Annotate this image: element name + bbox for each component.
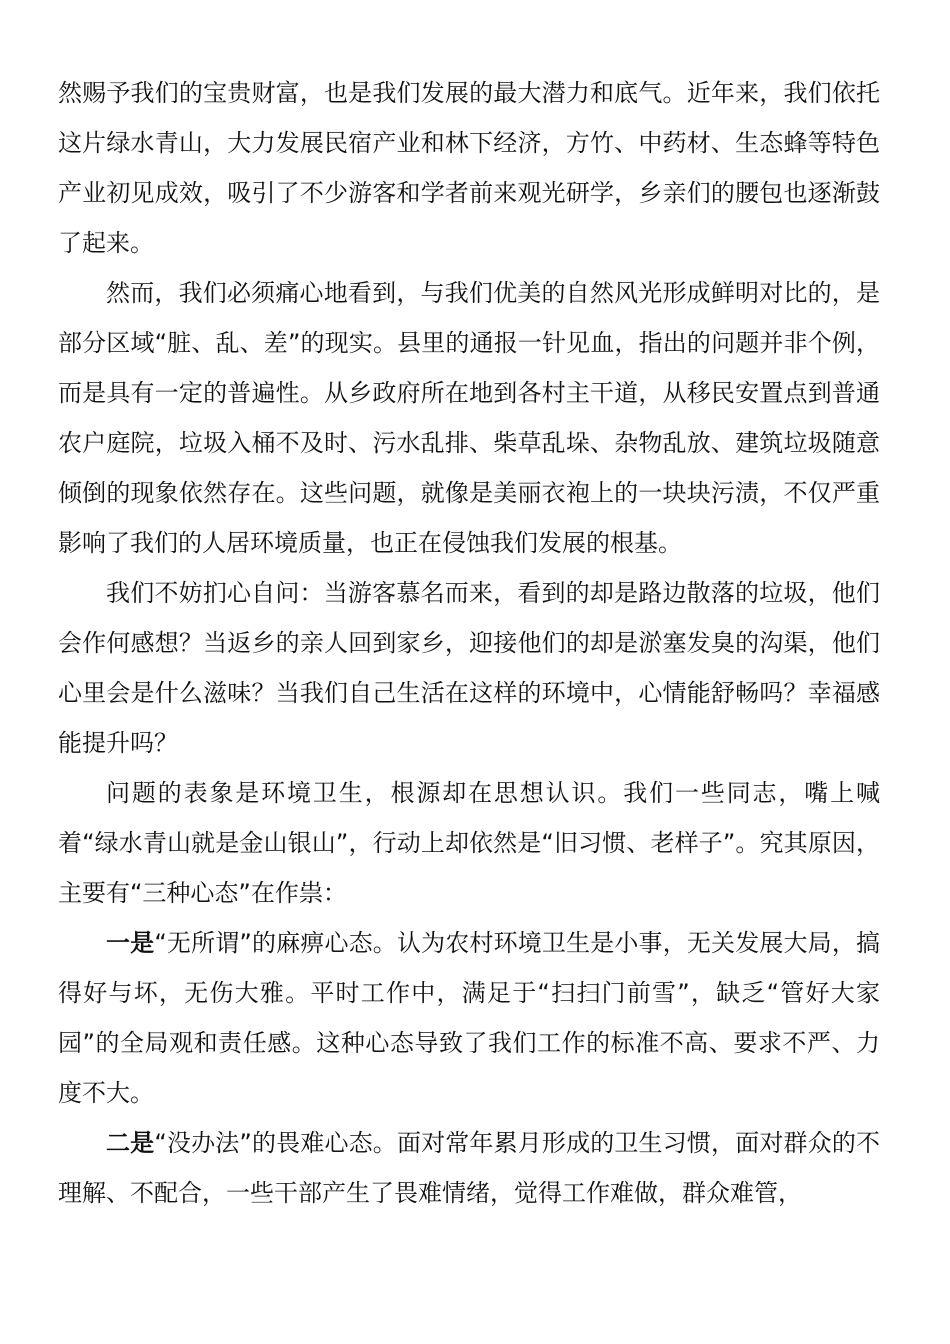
- document-page: [58, 68, 880, 1218]
- paragraph-text: 我们不妨扪心自问：当游客慕名而来，看到的却是路边散落的垃圾，他们会作何感想？当返乡的亲人回到家乡，迎接他们的却是淤塞发臭的沟渠，他们心里会是什么滋味？当我们自己生活在这样的环境中，心情能舒畅吗？幸福感能提升吗？: [58, 579, 880, 757]
- paragraph-text: 然而，我们必须痛心地看到，与我们优美的自然风光形成鲜明对比的，是部分区域“脏、乱、差”的现实。县里的通报一针见血，指出的问题并非个例，而是具有一定的普遍性。从乡政府所在地到各村主干道，从移民安置点到普通农户庭院，垃圾入桶不及时、污水乱排、柴草乱垛、杂物乱放、建筑垃圾随意倾倒的现象依然存在。这些问题，就像是美丽衣袍上的一块块污渍，不仅严重影响了我们的人居环境质量，也正在侵蚀我们发展的根基。: [58, 279, 880, 557]
- paragraph-lead: 一是: [106, 929, 155, 957]
- paragraph: [58, 768, 880, 918]
- paragraph-lead: 二是: [106, 1129, 155, 1157]
- paragraph-text: “没办法”的畏难心态。面对常年累月形成的卫生习惯，面对群众的不理解、不配合，一些干部产生了畏难情绪，觉得工作难做，群众难管，: [58, 1129, 880, 1207]
- paragraph-text: 然赐予我们的宝贵财富，也是我们发展的最大潜力和底气。近年来，我们依托这片绿水青山，大力发展民宿产业和林下经济，方竹、中药材、生态蜂等特色产业初见成效，吸引了不少游客和学者前来观光研学，乡亲们的腰包也逐渐鼓了起来。: [58, 79, 880, 257]
- paragraph: [58, 268, 880, 568]
- paragraph-point-two: [58, 1118, 880, 1218]
- paragraph-point-one: [58, 918, 880, 1118]
- paragraph-text: 问题的表象是环境卫生，根源却在思想认识。我们一些同志，嘴上喊着“绿水青山就是金山银山”，行动上却依然是“旧习惯、老样子”。究其原因，主要有“三种心态”在作祟：: [58, 779, 880, 907]
- paragraph-continuation: [58, 68, 880, 268]
- paragraph: [58, 568, 880, 768]
- paragraph-text: “无所谓”的麻痹心态。认为农村环境卫生是小事，无关发展大局，搞得好与坏，无伤大雅。平时工作中，满足于“扫扫门前雪”，缺乏“管好大家园”的全局观和责任感。这种心态导致了我们工作的标准不高、要求不严、力度不大。: [58, 929, 880, 1107]
